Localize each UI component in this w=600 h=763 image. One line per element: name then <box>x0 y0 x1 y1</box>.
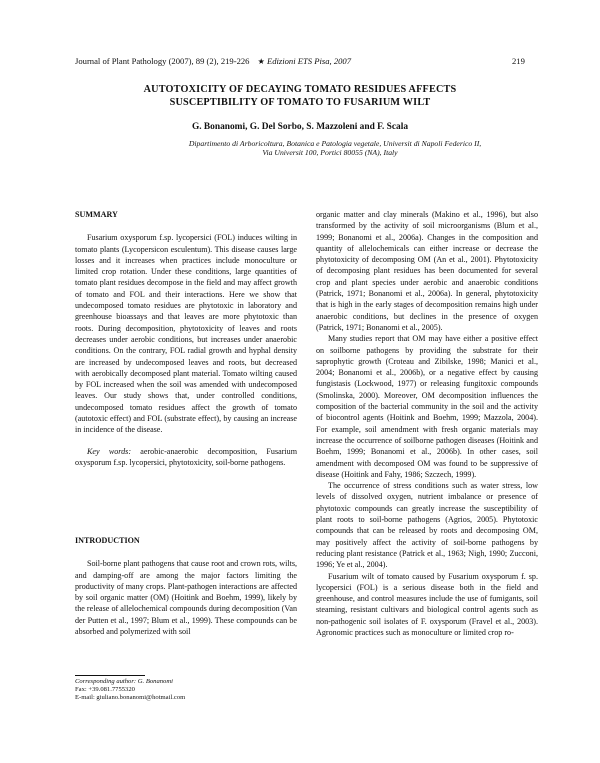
paragraph-3: The occurrence of stress conditions such as water stress, low levels of dissolved oxygen, nutrient imbalance or presence of phytotoxic compounds can greatly increase the susceptibility of plant roots to soil-borne pathogens (Agrios, 2005). Phytotoxic compounds that can be released by roots and decomposing OM, may positively affect the activity of soil-borne pathogens by reducing plant resistance (Patrick et al., 1963; Nigh, 1990; Zucconi, 1996; Ye et al., 2004). <box>316 481 538 570</box>
affiliation-line-1: Dipartimento di Arboricoltura, Botanica e Patologia vegetale, Universit di Napoli Federico II, <box>188 139 482 148</box>
right-column <box>316 209 538 638</box>
title-line-2: SUSCEPTIBILITY OF TOMATO TO FUSARIUM WILT <box>169 97 431 108</box>
authors: G. Bonanomi, G. Del Sorbo, S. Mazzoleni and F. Scala <box>191 122 409 132</box>
summary-heading: SUMMARY <box>75 210 118 219</box>
summary-text: Fusarium oxysporum f.sp. lycopersici (FOL) induces wilting in tomato plants (Lycopersicon esculentum). This disease causes large losses and it increases when practices include monoculture or limited crop rotation. Under these conditions, large quantities of tomato plant residues decompose in the field and may affect growth of tomato and FOL and their interactions. Here we show that undecomposed tomato residues are phytotoxic in laboratory and greenhouse bioassays and that leaves are more phytotoxic than roots. During decomposition, phytotoxicity of leaves and roots decreases under aerobic conditions, but increases under anaerobic conditions. On the contrary, FOL radial growth and hyphal density are increased by undecomposed leaves and roots, but decreased with aerobically decomposed plant material. Tomato wilting caused by FOL increased when the soil was amended with undecomposed leaves. Our study shows that, under controlled conditions, undecomposed tomato residues affect the growth of tomato (autotoxic effect) and FOL (substrate effect), by causing an increase in incidence of the disease. <box>75 233 297 435</box>
journal-citation: Journal of Plant Pathology (2007), 89 (2), 219-226 <box>75 56 250 66</box>
affiliation-line-2: Via Universit 100, Portici 80055 (NA), Italy <box>262 148 398 157</box>
footnote-author: Corresponding author: G. Bonanomi <box>75 678 173 685</box>
publisher-mark-icon: ★ <box>257 57 265 66</box>
footnote-email: E-mail: giuliano.bonanomi@hotmail.com <box>75 694 186 701</box>
paragraph-4: Fusarium wilt of tomato caused by Fusarium oxysporum f. sp. lycopersici (FOL) is a serious disease both in the field and greenhouse, and control measures include the use of fumigants, soil steaming, resistant cultivars and biological control agents such as non-pathogenic soil isolates of F. oxysporum (Fravel et al., 2003). Agronomic practices such as monoculture or limited crop ro- <box>316 571 538 637</box>
keywords-text: aerobic-anaerobic decomposition, Fusarium oxysporum f.sp. lycopersici, phytotoxicity, soil-borne pathogens. <box>75 446 297 467</box>
summary-section <box>75 209 297 468</box>
paragraph-2: Many studies report that OM may have either a positive effect on soilborne pathogens by providing the substrate for their saprophytic growth (Croteau and Zibilske, 1998; Manici et al., 2004; Bonanomi et al., 2006b), or a negative effect by causing fungistasis (Lockwood, 1977) or releasing fungitoxic compounds (Smolinska, 2000). Moreover, OM decomposition influences the composition of the bacterial community in the soil and the activity of biocontrol agents (Hoitink and Boehm, 1999; Mazzola, 2004). For example, soil amendment with fresh organic materials may increase the occurrence of soilborne pathogen diseases (Hoitink and Boehm, 1999; Bonanomi et al., 2006b). In other cases, soil amendment with decomposed OM was found to be suppressive of disease (Hoitink and Fahy, 1986; Szczech, 1999). <box>316 334 538 479</box>
footnote-fax: Fax: +39.081.7755320 <box>75 686 135 693</box>
paragraph-1: organic matter and clay minerals (Makino et al., 1996), but also transformed by the activity of soil microorganisms (Blum et al., 1999; Bonanomi et al., 2006a). Changes in the composition and quantity of allelochemicals can either increase or decrease the phytotoxicity of decomposing OM (An et al., 2001). Phytotoxicity of decomposing plant residues has been documented for several crop and plant species under aerobic and anaerobic conditions (Patrick, 1971; Bonanomi et al., 2006a). In general, phytotoxicity that is high in the early stages of decomposition remains high under anaerobic conditions, but declines in the presence of oxygen (Patrick, 1971; Bonanomi et al., 2005). <box>316 210 538 332</box>
footnote-rule <box>75 675 145 676</box>
footnote <box>75 678 297 702</box>
keywords <box>75 446 297 469</box>
introduction-heading: INTRODUCTION <box>75 536 140 545</box>
running-header <box>75 56 351 66</box>
introduction-section <box>75 535 297 637</box>
keywords-label: Key words: <box>87 446 132 456</box>
introduction-text: Soil-borne plant pathogens that cause root and crown rots, wilts, and damping-off are among the major factors limiting the productivity of many crops. Plant-pathogen interactions are affected by soil organic matter (OM) (Hoitink and Boehm, 1999), likely by the release of allelochemical compounds during decomposition (Van der Putten et al., 1997; Blum et al., 1999). These compounds can be absorbed and polymerized with soil <box>75 559 297 637</box>
publisher: Edizioni ETS Pisa, 2007 <box>266 56 352 66</box>
page-number: 219 <box>512 56 525 66</box>
title-line-1: AUTOTOXICITY OF DECAYING TOMATO RESIDUES AFFECTS <box>143 84 457 95</box>
